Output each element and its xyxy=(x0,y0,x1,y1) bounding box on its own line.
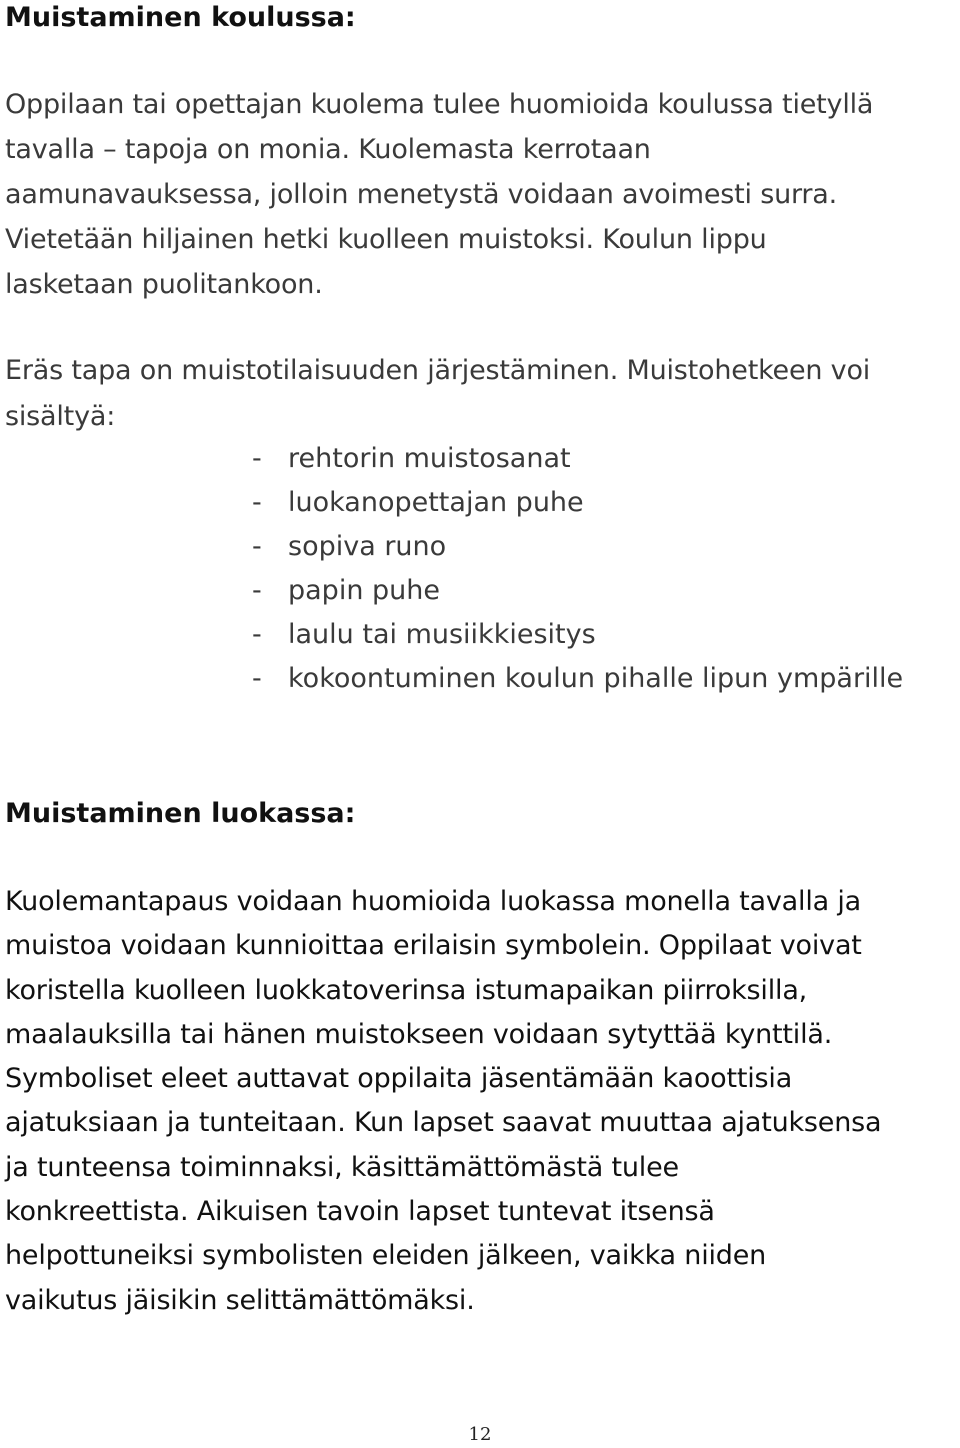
list-marker: - xyxy=(252,575,262,606)
list-item xyxy=(252,481,903,525)
paragraph-line: aamunavauksessa, jolloin menetystä voidaan avoimesti surra. xyxy=(5,179,838,210)
paragraph-line: Kuolemantapaus voidaan huomioida luokassa monella tavalla ja xyxy=(5,886,862,917)
list-item xyxy=(252,613,903,657)
list-item-text: sopiva runo xyxy=(288,531,447,562)
paragraph-line: ja tunteensa toiminnaksi, käsittämättömästä tulee xyxy=(5,1151,679,1183)
list-marker: - xyxy=(252,443,262,474)
paragraph-line: helpottuneiksi symbolisten eleiden jälkeen, vaikka niiden xyxy=(5,1240,767,1272)
list-marker: - xyxy=(252,531,262,562)
page-number: 12 xyxy=(468,1424,492,1445)
paragraph-line: koristella kuolleen luokkatoverinsa istumapaikan piirroksilla, xyxy=(5,974,808,1006)
list-item xyxy=(252,569,903,613)
list-item xyxy=(252,525,903,569)
paragraph-line: vaikutus jäisikin selittämättömäksi. xyxy=(5,1284,475,1316)
paragraph-school-intro xyxy=(5,82,955,307)
list-item-text: luokanopettajan puhe xyxy=(288,487,584,518)
list-marker: - xyxy=(252,487,262,518)
memorial-program-list xyxy=(252,437,903,701)
section-heading-school: Muistaminen koulussa: xyxy=(5,2,356,33)
paragraph-line: lasketaan puolitankoon. xyxy=(5,269,323,300)
list-marker: - xyxy=(252,663,262,694)
paragraph-line: konkreettista. Aikuisen tavoin lapset tuntevat itsensä xyxy=(5,1196,715,1228)
paragraph-classroom xyxy=(5,880,955,1323)
paragraph-line: maalauksilla tai hänen muistokseen voidaan sytyttää kynttilä. xyxy=(5,1018,833,1050)
section-heading-classroom: Muistaminen luokassa: xyxy=(5,798,356,829)
list-item-text: kokoontuminen koulun pihalle lipun ympärille xyxy=(288,663,904,694)
list-item xyxy=(252,657,903,701)
list-item-text: rehtorin muistosanat xyxy=(288,443,571,474)
paragraph-line: Eräs tapa on muistotilaisuuden järjestäminen. Muistohetkeen voi xyxy=(5,355,871,386)
paragraph-memorial-event xyxy=(5,348,955,440)
paragraph-line: muistoa voidaan kunnioittaa erilaisin symbolein. Oppilaat voivat xyxy=(5,930,862,962)
list-item xyxy=(252,437,903,481)
paragraph-line: tavalla – tapoja on monia. Kuolemasta kerrotaan xyxy=(5,134,651,165)
paragraph-line: ajatuksiaan ja tunteitaan. Kun lapset saavat muuttaa ajatuksensa xyxy=(5,1107,882,1139)
paragraph-line: sisältyä: xyxy=(5,401,116,432)
paragraph-line: Symboliset eleet auttavat oppilaita jäsentämään kaoottisia xyxy=(5,1063,793,1095)
paragraph-line: Vietetään hiljainen hetki kuolleen muistoksi. Koulun lippu xyxy=(5,224,767,255)
list-item-text: laulu tai musiikkiesitys xyxy=(288,619,596,650)
list-item-text: papin puhe xyxy=(288,575,440,606)
list-marker: - xyxy=(252,619,262,650)
paragraph-line: Oppilaan tai opettajan kuolema tulee huomioida koulussa tietyllä xyxy=(5,89,874,120)
